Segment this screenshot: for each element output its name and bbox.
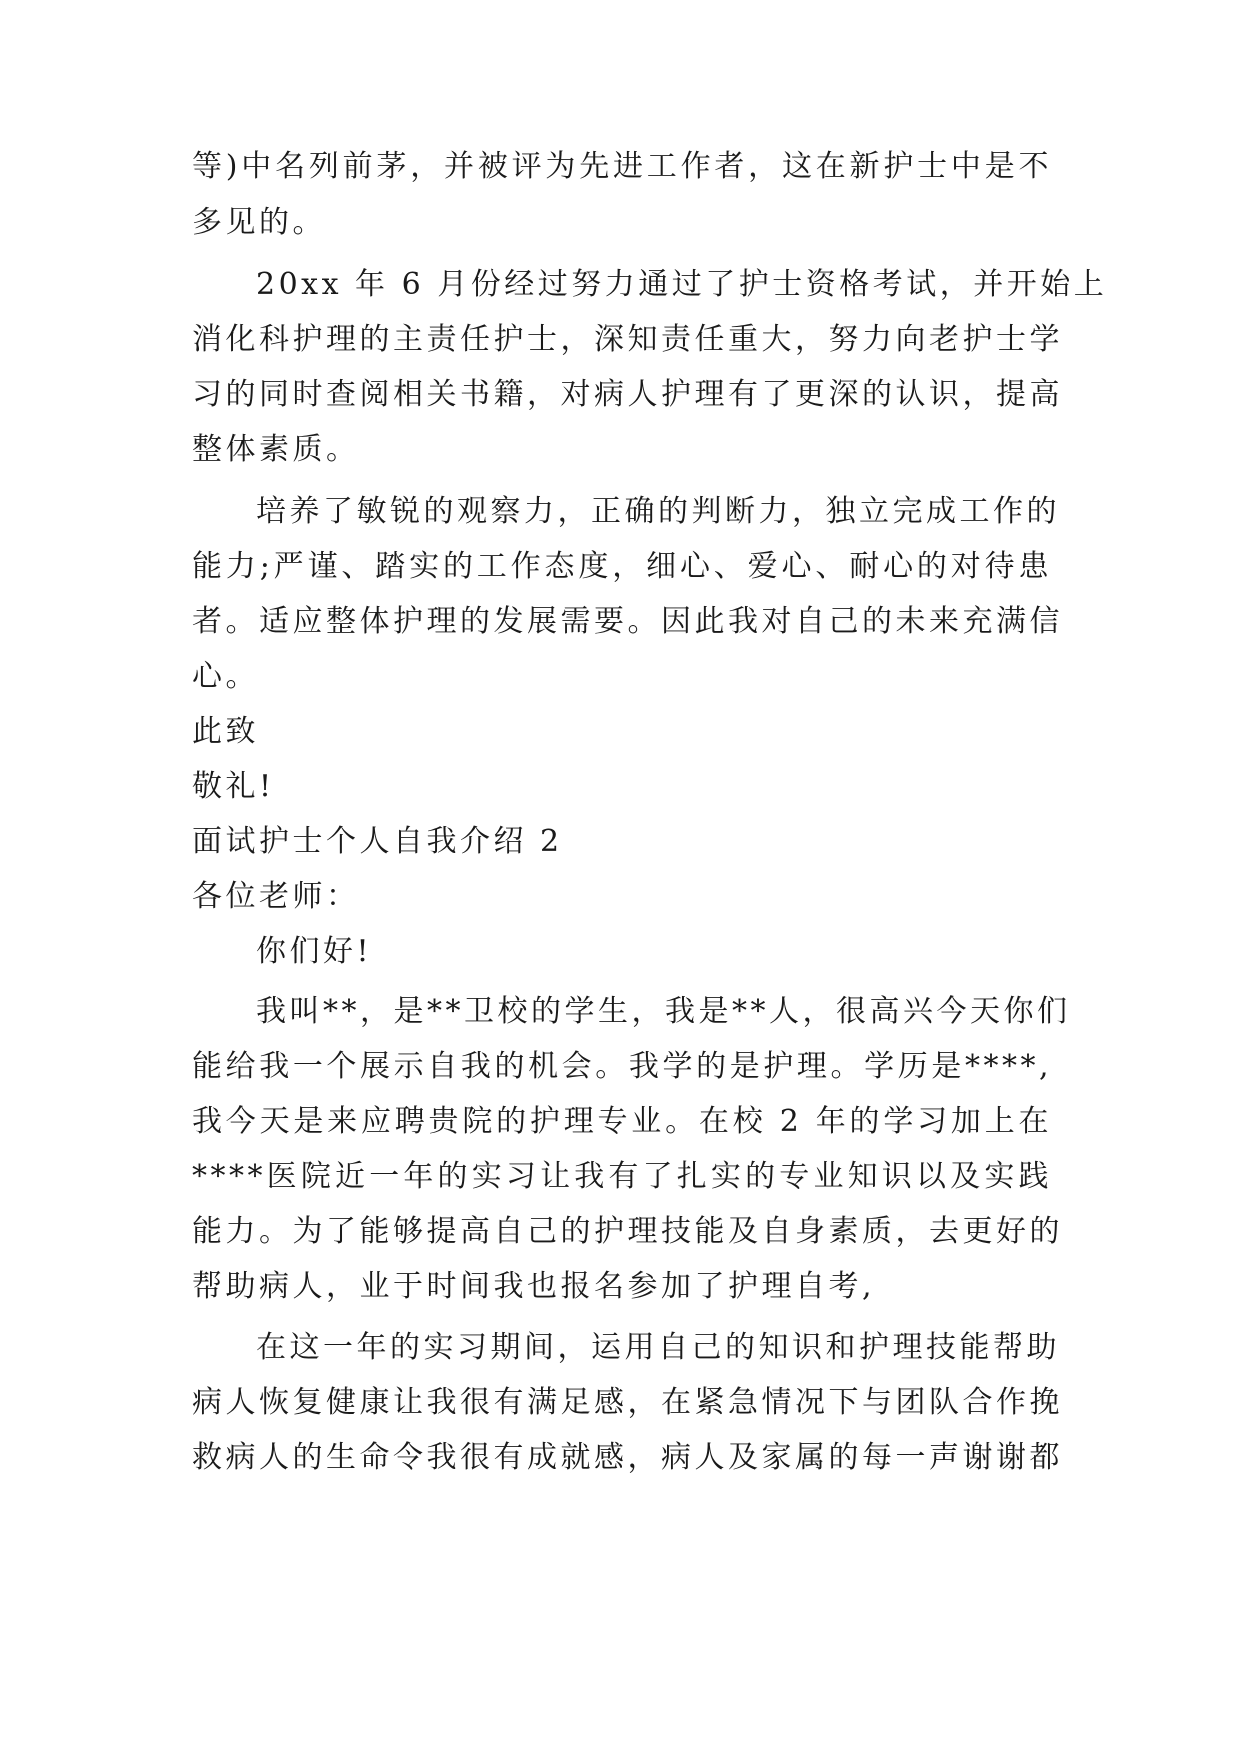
paragraph-line: 能力。为了能够提高自己的护理技能及自身素质，去更好的 [192, 1214, 1063, 1249]
paragraph-line: 培养了敏锐的观察力，正确的判断力，独立完成工作的 [256, 494, 1060, 529]
paragraph-line: 心。 [192, 659, 259, 694]
greeting: 你们好! [256, 934, 373, 969]
paragraph-line: 在这一年的实习期间，运用自己的知识和护理技能帮助 [256, 1330, 1060, 1365]
paragraph-line: 能力;严谨、踏实的工作态度，细心、爱心、耐心的对待患 [192, 549, 1052, 584]
paragraph-line: 能给我一个展示自我的机会。我学的是护理。学历是****, [192, 1049, 1052, 1084]
paragraph-line: 20xx 年 6 月份经过努力通过了护士资格考试，并开始上 [256, 267, 1108, 302]
paragraph-line: ****医院近一年的实习让我有了扎实的专业知识以及实践 [192, 1159, 1052, 1194]
closing-salutation: 此致 [192, 714, 259, 749]
paragraph-line: 消化科护理的主责任护士，深知责任重大，努力向老护士学 [192, 322, 1063, 357]
paragraph-line: 病人恢复健康让我很有满足感，在紧急情况下与团队合作挽 [192, 1385, 1063, 1420]
paragraph-line: 多见的。 [192, 205, 326, 240]
paragraph-line: 者。适应整体护理的发展需要。因此我对自己的未来充满信 [192, 604, 1063, 639]
paragraph-line: 等)中名列前茅，并被评为先进工作者，这在新护士中是不 [192, 149, 1052, 184]
section-title: 面试护士个人自我介绍 2 [192, 824, 563, 859]
greeting-addressee: 各位老师： [192, 879, 360, 914]
paragraph-line: 我叫**，是**卫校的学生，我是**人，很高兴今天你们 [256, 994, 1071, 1029]
closing-regards: 敬礼! [192, 769, 275, 804]
paragraph-line: 我今天是来应聘贵院的护理专业。在校 2 年的学习加上在 [192, 1104, 1052, 1139]
paragraph-line: 帮助病人，业于时间我也报名参加了护理自考, [192, 1269, 876, 1304]
paragraph-line: 救病人的生命令我很有成就感，病人及家属的每一声谢谢都 [192, 1440, 1063, 1475]
paragraph-line: 整体素质。 [192, 432, 360, 467]
paragraph-line: 习的同时查阅相关书籍，对病人护理有了更深的认识，提高 [192, 377, 1063, 412]
